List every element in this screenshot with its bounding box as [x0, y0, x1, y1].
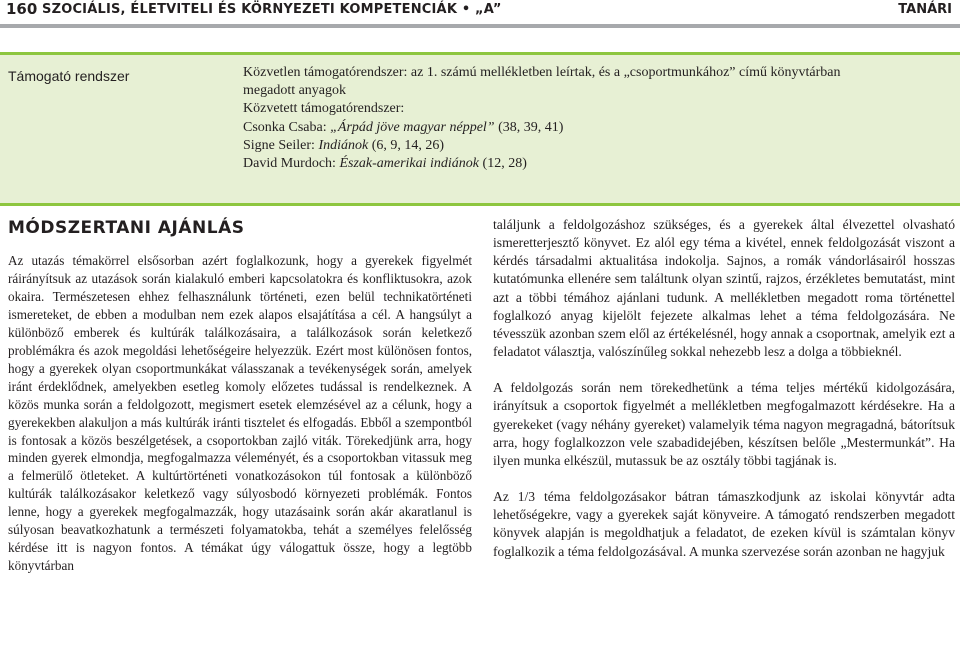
page-number: 160	[6, 0, 38, 18]
support-table-label: Támogató rendszer	[8, 68, 130, 84]
support-text: Signe Seiler:	[243, 137, 319, 153]
support-table-line	[243, 119, 958, 137]
support-text: megadott anyagok	[243, 83, 347, 99]
support-table-line	[243, 82, 958, 100]
book-title: „Árpád jöve magyar néppel”	[330, 119, 495, 135]
left-column	[8, 218, 472, 575]
support-text: (6, 9, 14, 26)	[368, 137, 445, 153]
support-table-line	[243, 155, 958, 173]
support-text: (12, 28)	[479, 156, 527, 172]
support-text: Közvetlen támogatórendszer: az 1. számú mellékletben leírtak, és a „csoportmunkához” című könyvtárban	[243, 65, 841, 80]
support-text: Csonka Csaba:	[243, 119, 331, 135]
right-paragraph-2: A feldolgozás során nem törekedhetünk a téma teljes mértékű kidolgozására, irányítsuk a csoportok figyelmét a mellékletben megfogalmazott kérdésekre. Ha a gyerekeket (vagy néhány gyereket) valamelyik téma nagyon megragadná, bátorítsuk arra, hogy foglalkozzon vele szabadidejében, készítsen belőle „Mestermunkát”. Ha ilyen munka elkészül, mutassuk be az osztály többi tagjának is.	[493, 380, 955, 468]
running-title: SZOCIÁLIS, ÉLETVITELI ÉS KÖRNYEZETI KOMPETENCIÁK • „A”	[42, 2, 502, 17]
right-column	[493, 216, 955, 561]
support-table-bottom-rule	[0, 203, 960, 206]
section-heading: MÓDSZERTANI AJÁNLÁS	[8, 218, 245, 238]
book-title: Észak-amerikai indiánok	[339, 156, 480, 172]
support-table-line	[243, 137, 958, 155]
right-paragraph-3: Az 1/3 téma feldolgozásakor bátran támaszkodjunk az iskolai könyvtár adta lehetőségekre, vagy a gyerekek saját könyveire. A támogató rendszerben megadott könyvek alapján is megoldhatjuk a feladatot, de ezeken kívül is számtalan könyv foglalkozik a téma feldolgozásával. A munka szervezése során azonban ne hagyjuk	[493, 489, 955, 559]
right-paragraph-1: találjunk a feldolgozáshoz szükséges, és a gyerekek által élvezettel olvasható ismeretterjesztő könyvet. Ez alól egy téma a kivétel, ennek feldolgozását viszont a kérdés társadalmi aktualitása indokolja. Sajnos, a romák vándorlásairól hosszas kutatómunka ellenére sem találtunk olyan szintű, rajzos, érzékletes bemutatást, mint azt a többi témához ajánlani tudunk. A mellékletben megadott roma történettel foglalkozó anyag kijelölt fejezete alkalmas lehet a téma feldolgozására. Ne tévesszük azonban szem elől az értékelésnél, hogy annak a csoportnak, amelyik ezt a feladatot választja, valószínűleg sokkal nehezebb lesz a dolga a többieknél.	[493, 217, 955, 360]
running-label-right: TANÁRI	[898, 2, 952, 17]
support-table-line	[243, 100, 958, 118]
support-text: Közvetett támogatórendszer:	[243, 101, 405, 117]
support-text: David Murdoch:	[243, 156, 340, 172]
support-table-top-rule	[0, 52, 960, 55]
support-table-line	[243, 64, 958, 82]
support-table-content	[243, 64, 958, 173]
page-header	[0, 0, 960, 22]
header-rule	[0, 24, 960, 28]
support-text: (38, 39, 41)	[494, 119, 564, 135]
left-paragraph: Az utazás témakörrel elsősorban azért foglalkozunk, hogy a gyerekek figyelmét ráirányítsuk az utazások során kialakuló emberi kapcsolatokra és konfliktusokra, azok okaira. Természetesen ehhez felhasználunk történeti, ezen belül technikatörténeti ismereteket, de ebben a modulban nem ezek alapos elsajátítása a cél. A hangsúlyt a különböző emberek és kultúrák találkozásaira, a találkozások során keletkező problémákra és azok megoldási lehetőségeire helyezzük. Ezért most különösen fontos, hogy a gyerekek olyan csoportmunkákat válasszanak a tevékenységek során, amelyek iránt érdeklődnek, amelyekben esetleg komoly előzetes tudással is rendelkeznek. A közös munka során a feldolgozott, megismert esetek elemzésével az a célunk, hogy a gyerekekben alakuljon a más kultúrák iránti tisztelet és elfogadás. Ebből a szempontból is fontosak a közös beszélgetések, a csoportokban zajló viták. Törekedjünk arra, hogy minden gyerek elmondja, megfogalmazza véleményét, és a csoportokban vitassuk meg a felmerülő ötleteket. A kultúrtörténeti vonatkozásokon túl fontosak a különböző kultúrák találkozásakor keletkező vagy súlyosbodó környezeti problémák. Fontos lenne, hogy a gyerekek megfogalmazzák, hogy utazásaink során akár akaratlanul is súlyosan beavatkozhatunk a természeti folyamatokba, tehát a személyes felelősség kérdése itt is nagyon fontos. A témákat úgy válogattuk össze, hogy a legtöbb könyvtárban	[8, 253, 472, 574]
book-title: Indiánok	[318, 137, 369, 153]
